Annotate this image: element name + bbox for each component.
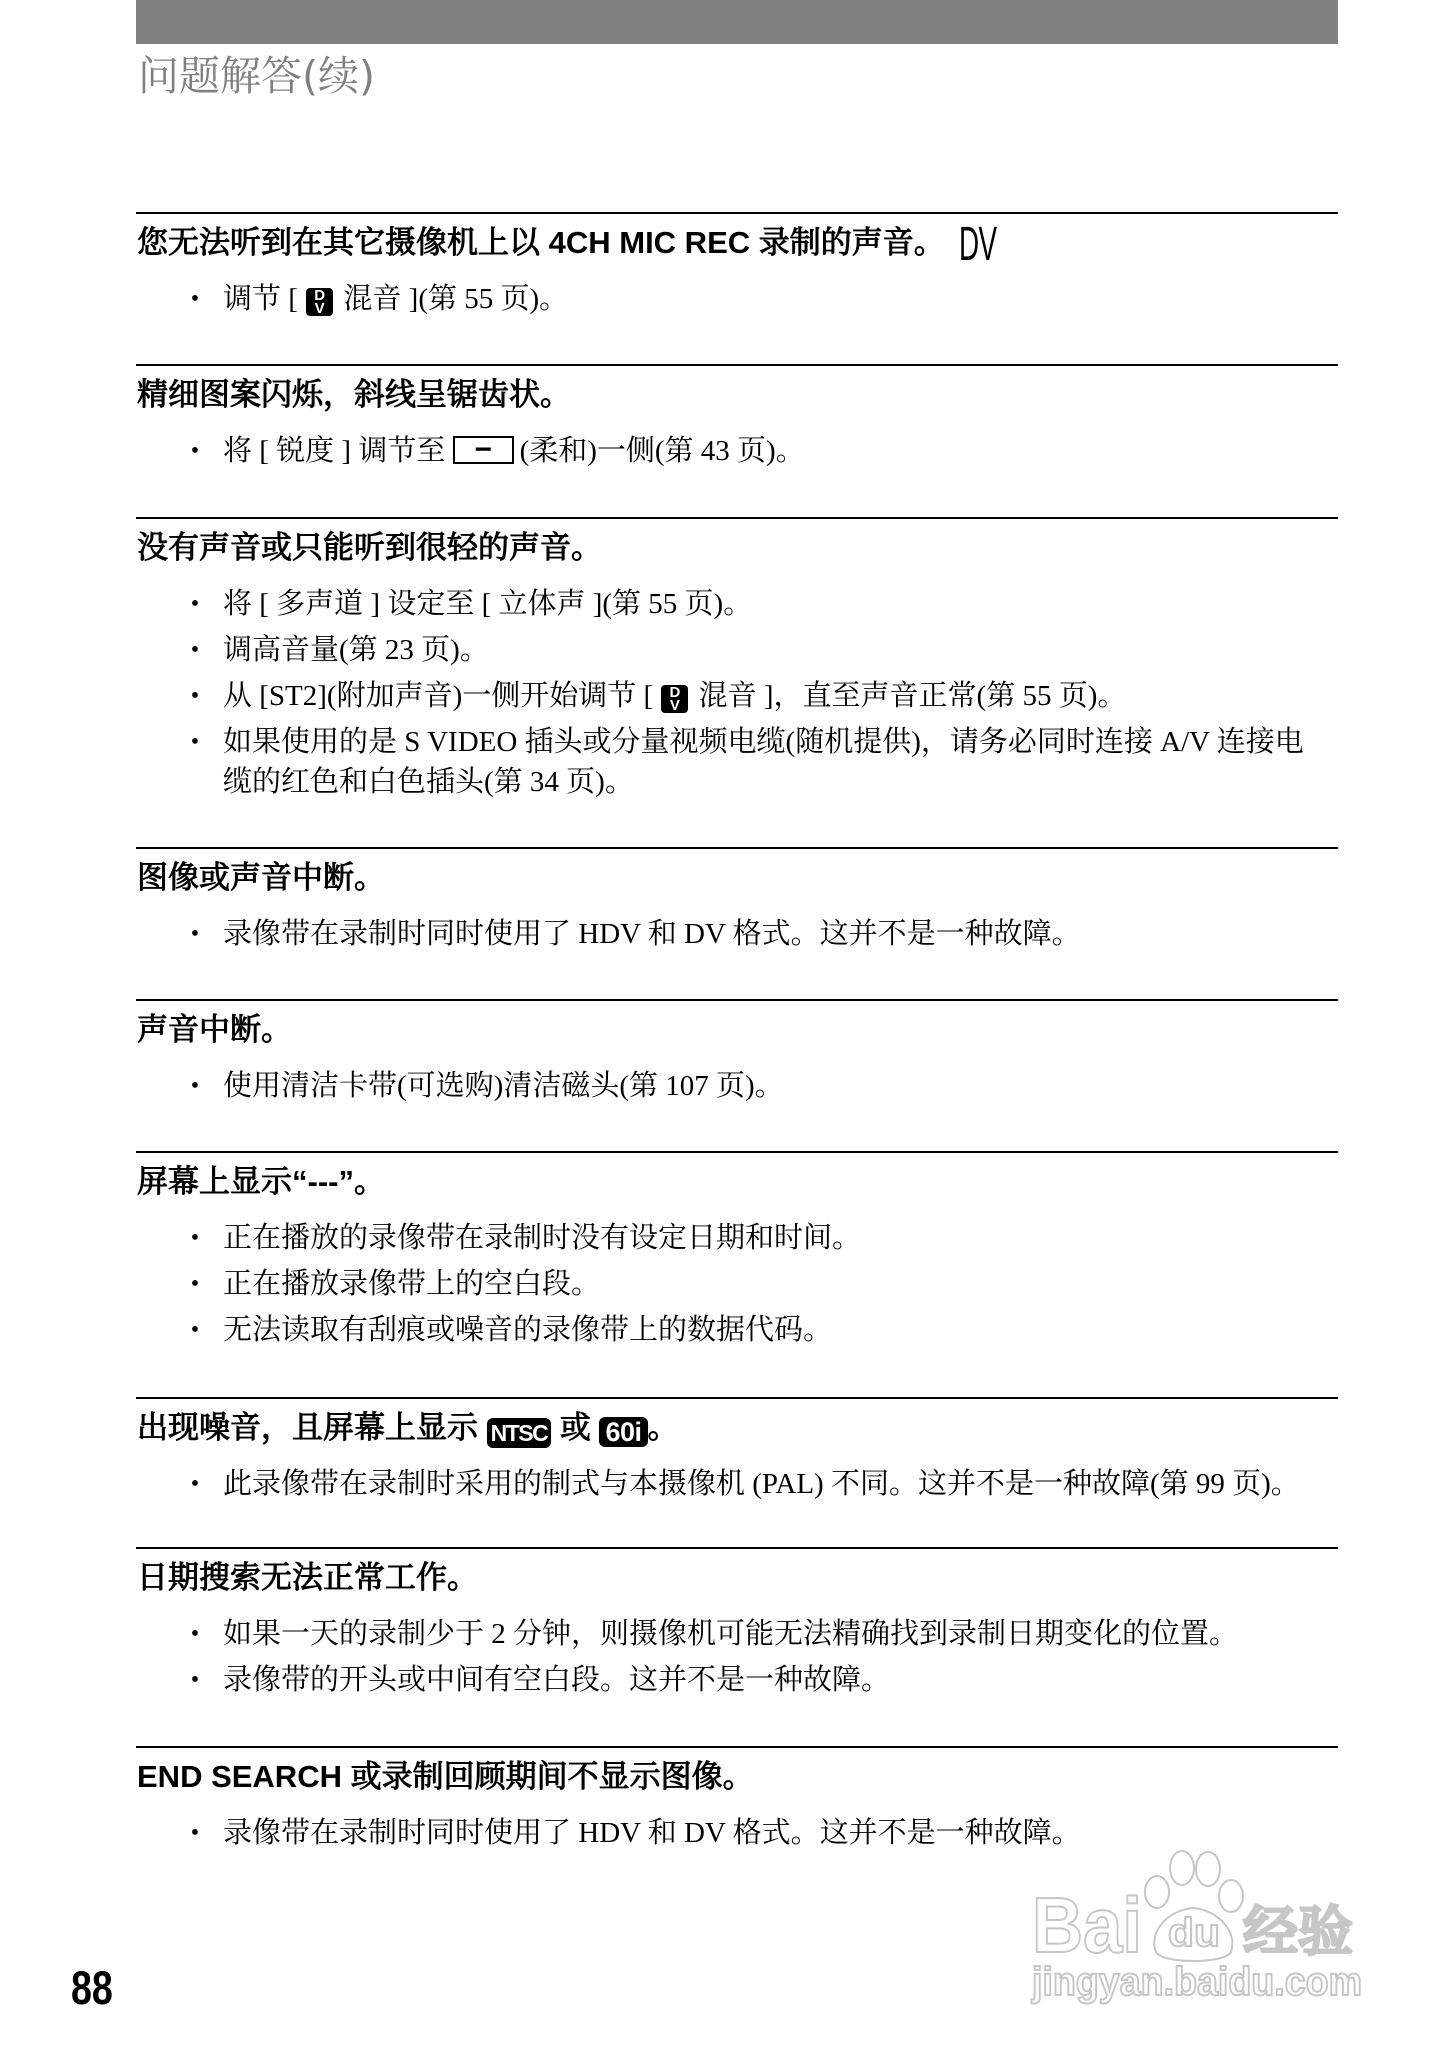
sharpness-minus-box-icon — [453, 433, 514, 466]
faq-question: 声音中断。 — [137, 1012, 292, 1047]
answer-item — [190, 914, 1081, 954]
faq-section — [136, 364, 1338, 504]
answer-text: 混音 ](第 55 页)。 — [336, 283, 569, 315]
answer-text: 录像带在录制时同时使用了 HDV 和 DV 格式。这并不是一种故障。 — [223, 1817, 1081, 1849]
faq-question: 日期搜索无法正常工作。 — [137, 1560, 478, 1595]
minus-icon: − — [474, 433, 492, 466]
section-divider — [136, 1151, 1338, 1153]
watermark-brand-paw: du — [1168, 1911, 1220, 1955]
answer-text: 调节 [ — [223, 283, 306, 315]
answer-text: 如果一天的录制少于 2 分钟，则摄像机可能无法精确找到录制日期变化的位置。 — [223, 1618, 1239, 1650]
bullet-icon: • — [190, 1621, 200, 1647]
faq-question — [137, 1408, 679, 1448]
faq-section — [136, 517, 1338, 798]
answer-text: 将 [ 多声道 ] 设定至 [ 立体声 ](第 55 页)。 — [223, 588, 753, 620]
faq-question — [137, 218, 1023, 271]
answer-text: 从 [ST2](附加声音)一侧开始调节 [ — [223, 680, 661, 712]
answer-text: 正在播放的录像带在录制时没有设定日期和时间。 — [223, 1222, 862, 1254]
answer-list — [190, 584, 1304, 802]
dv-mix-icon-top: D — [669, 684, 681, 701]
faq-question: 屏幕上显示“---”。 — [137, 1164, 385, 1199]
header-bar — [136, 0, 1338, 44]
bullet-icon: • — [190, 1820, 200, 1846]
answer-item — [190, 630, 1304, 670]
section-divider — [136, 999, 1338, 1001]
answer-item — [190, 1813, 1081, 1853]
dv-audio-mix-icon — [306, 288, 333, 316]
answer-item — [190, 1066, 784, 1106]
answer-item — [190, 722, 1304, 802]
section-divider — [136, 364, 1338, 366]
section-divider — [136, 1397, 1338, 1399]
bullet-icon: • — [190, 1225, 200, 1251]
section-divider — [136, 212, 1338, 214]
answer-text: 此录像带在录制时采用的制式与本摄像机 (PAL) 不同。这并不是一种故障(第 99 页)。 — [223, 1468, 1300, 1500]
section-divider — [136, 517, 1338, 519]
faq-section — [136, 1547, 1338, 1696]
answer-list — [190, 914, 1081, 954]
faq-section — [136, 999, 1338, 1139]
section-divider — [136, 847, 1338, 849]
answer-list — [190, 1066, 784, 1106]
faq-question: END SEARCH 或录制回顾期间不显示图像。 — [137, 1759, 754, 1794]
answer-list — [190, 1464, 1300, 1504]
faq-question: 没有声音或只能听到很轻的声音。 — [137, 530, 602, 565]
answer-item — [190, 676, 1304, 716]
answer-list — [190, 1218, 862, 1350]
answer-list — [190, 431, 805, 471]
answer-item — [190, 1264, 861, 1304]
dv-format-logo-icon: DV — [958, 218, 997, 271]
answer-item — [190, 1218, 862, 1258]
answer-item — [190, 1614, 1239, 1654]
bullet-icon: • — [190, 438, 200, 464]
page-title: 问题解答(续) — [138, 52, 375, 100]
watermark-brand-cn: 经验 — [1243, 1902, 1353, 1962]
answer-text: 录像带的开头或中间有空白段。这并不是一种故障。 — [223, 1664, 891, 1696]
bullet-icon: • — [190, 921, 200, 947]
watermark-url: jingyan.baidu.com — [1031, 1960, 1362, 2004]
question-text: 。 — [647, 1410, 679, 1445]
answer-text-line: 如果使用的是 S VIDEO 插头或分量视频电缆(随机提供)，请务必同时连接 A/V 连接电 — [223, 726, 1304, 758]
answer-list — [190, 1813, 1081, 1853]
ntsc-badge-icon: NTSC — [487, 1418, 552, 1448]
bullet-icon: • — [190, 729, 200, 755]
bullet-icon: • — [190, 1317, 200, 1343]
baidu-jingyan-watermark — [1020, 1840, 1380, 2015]
60i-badge-icon: 60i — [599, 1417, 647, 1447]
answer-item — [190, 431, 805, 471]
faq-section — [136, 847, 1338, 987]
answer-text: 使用清洁卡带(可选购)清洁磁头(第 107 页)。 — [223, 1070, 784, 1102]
dv-audio-mix-icon — [661, 685, 688, 713]
answer-text: 混音 ]，直至声音正常(第 55 页)。 — [691, 680, 1127, 712]
dv-mix-icon-bottom: V — [314, 300, 325, 317]
answer-text: 录像带在录制时同时使用了 HDV 和 DV 格式。这并不是一种故障。 — [223, 918, 1081, 950]
faq-question: 图像或声音中断。 — [137, 860, 385, 895]
answer-item — [190, 1660, 1238, 1700]
bullet-icon: • — [190, 683, 200, 709]
answer-text: 无法读取有刮痕或噪音的录像带上的数据代码。 — [223, 1314, 833, 1346]
dv-mix-icon-bottom: V — [669, 697, 680, 714]
bullet-icon: • — [190, 637, 200, 663]
question-text: 或 — [551, 1410, 600, 1445]
answer-text-line: 缆的红色和白色插头(第 34 页)。 — [223, 766, 634, 798]
bullet-icon: • — [190, 286, 200, 312]
dv-mix-icon-top: D — [314, 287, 326, 304]
bullet-icon: • — [190, 1667, 200, 1693]
answer-item — [190, 1310, 861, 1350]
answer-text: 调高音量(第 23 页)。 — [223, 634, 489, 666]
answer-text: (柔和)一侧(第 43 页)。 — [519, 435, 805, 467]
answer-item — [190, 1464, 1300, 1504]
question-text: 出现噪音，且屏幕上显示 — [137, 1410, 487, 1445]
answer-list — [190, 1614, 1239, 1700]
bullet-icon: • — [190, 1471, 200, 1497]
section-divider — [136, 1547, 1338, 1549]
answer-text: 正在播放录像带上的空白段。 — [223, 1268, 601, 1300]
page-number: 88 — [71, 1961, 113, 2014]
faq-section — [136, 212, 1338, 352]
faq-section — [136, 1151, 1338, 1346]
answer-item — [190, 279, 569, 319]
faq-question: 精细图案闪烁，斜线呈锯齿状。 — [137, 377, 571, 412]
bullet-icon: • — [190, 1271, 200, 1297]
question-text: 您无法听到在其它摄像机上以 4CH MIC REC 录制的声音。 — [137, 225, 945, 260]
answer-text: 将 [ 锐度 ] 调节至 — [223, 435, 453, 467]
answer-item — [190, 584, 1304, 624]
answer-list — [190, 279, 569, 319]
watermark-brand-latin: Bai — [1032, 1881, 1142, 1969]
section-divider — [136, 1746, 1338, 1748]
faq-section — [136, 1397, 1338, 1537]
bullet-icon: • — [190, 591, 200, 617]
bullet-icon: • — [190, 1073, 200, 1099]
